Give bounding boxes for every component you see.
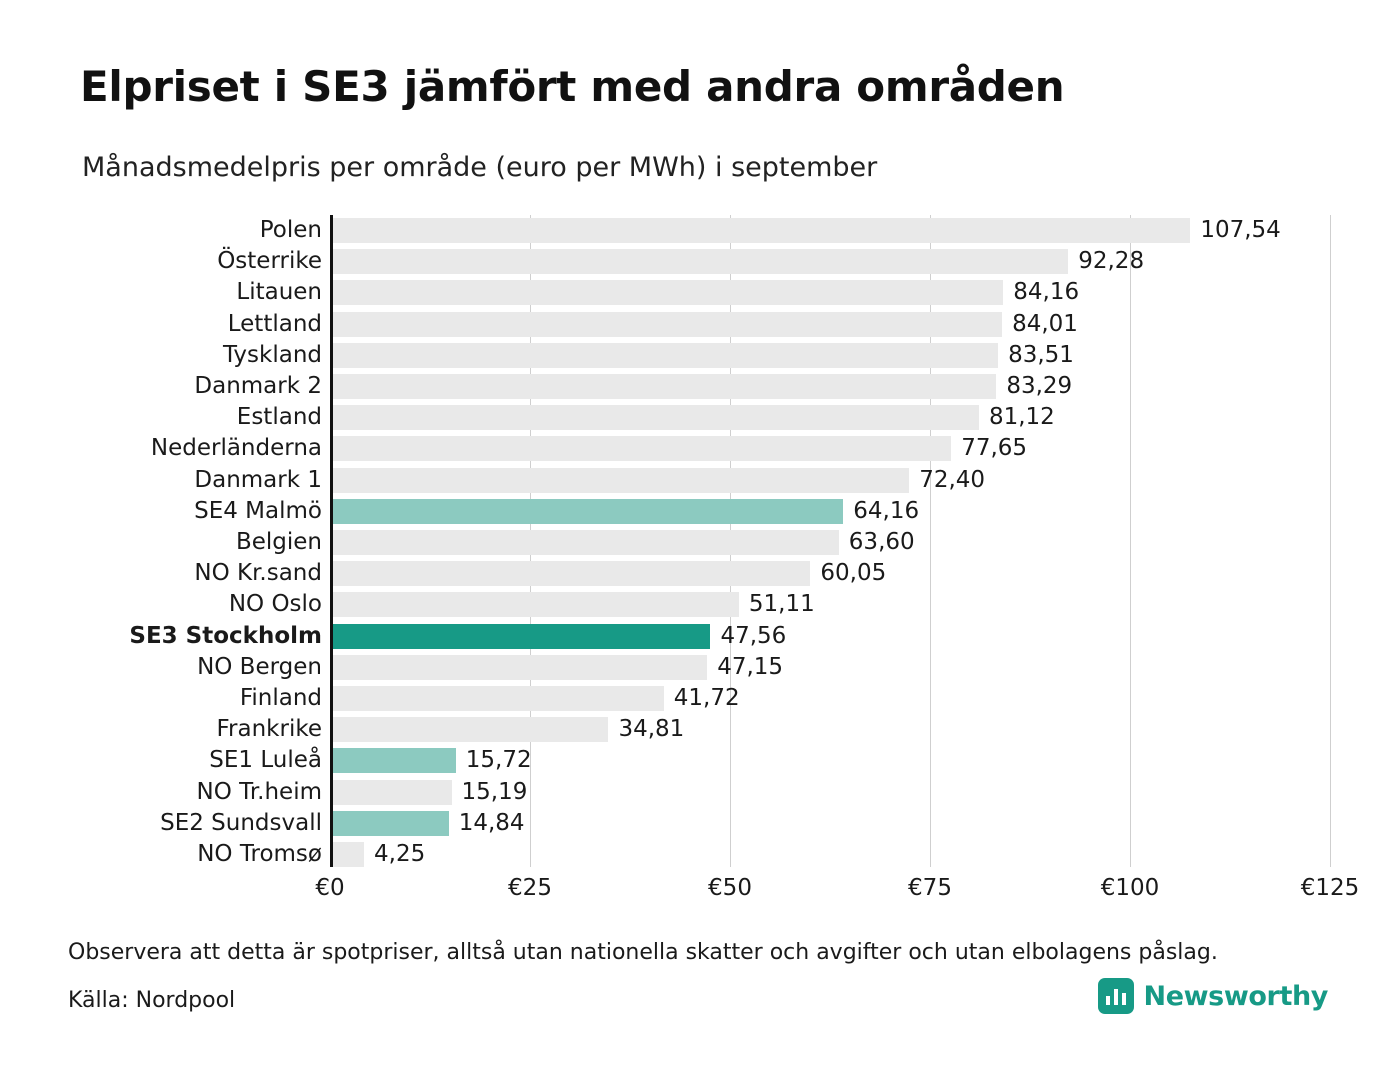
bar (330, 343, 998, 368)
category-label: NO Tromsø (197, 841, 322, 867)
gridline (1330, 215, 1331, 867)
category-label: NO Kr.sand (194, 560, 322, 587)
value-label: 83,29 (1006, 373, 1073, 399)
chart-row (150, 433, 1330, 464)
chart-row (197, 839, 1330, 870)
chart-row (194, 496, 1330, 527)
bar (330, 717, 608, 742)
value-label: 92,28 (1078, 248, 1145, 275)
category-label: Nederländerna (150, 435, 322, 462)
bar (330, 561, 810, 586)
bar (330, 468, 909, 493)
chart-row (194, 558, 1330, 589)
chart-note: Observera att detta är spotpriser, alltså utan nationella skatter och avgifter och utan elbolagens påslag. (68, 940, 1218, 965)
bar (330, 405, 979, 430)
chart-row (194, 465, 1330, 496)
chart-row (222, 340, 1330, 371)
x-axis-tick-label: €50 (708, 875, 752, 901)
value-label: 107,54 (1200, 217, 1281, 243)
category-label: Polen (259, 217, 322, 243)
bar (330, 655, 707, 680)
chart-row (217, 246, 1330, 277)
bar (330, 374, 996, 399)
value-label: 47,15 (717, 653, 784, 680)
bar (330, 780, 452, 805)
chart-row (228, 589, 1330, 620)
bar (330, 748, 456, 773)
x-axis-tick-label: €0 (315, 875, 345, 901)
chart-row (194, 371, 1330, 402)
category-label: Tyskland (222, 341, 322, 368)
category-label: Danmark 2 (194, 373, 322, 399)
bar (330, 436, 951, 461)
category-label: Frankrike (216, 716, 322, 743)
chart-row (236, 402, 1330, 433)
bar (330, 842, 364, 867)
bar (330, 249, 1068, 274)
chart-row (197, 652, 1330, 683)
bar-chart (80, 215, 1360, 901)
chart-row (259, 215, 1330, 246)
newsworthy-logo (1098, 978, 1328, 1014)
plot-area (129, 215, 1360, 901)
bar (330, 218, 1190, 243)
bar (330, 592, 739, 617)
value-label: 47,56 (720, 622, 787, 649)
value-label: 63,60 (848, 529, 915, 555)
chart-row (129, 621, 1330, 652)
value-label: 84,16 (1013, 279, 1080, 306)
bar (330, 811, 449, 836)
value-label: 51,11 (748, 591, 815, 618)
value-label: 77,65 (961, 435, 1028, 462)
x-axis-tick-label: €125 (1300, 875, 1360, 901)
value-label: 41,72 (673, 685, 740, 711)
chart-row (160, 808, 1330, 839)
category-label: SE2 Sundsvall (160, 809, 322, 836)
chart-row (239, 683, 1330, 714)
chart-row (227, 309, 1330, 340)
value-label: 14,84 (458, 809, 525, 836)
category-label: Lettland (227, 310, 322, 337)
chart-row (209, 745, 1330, 776)
value-label: 64,16 (853, 497, 920, 524)
value-label: 60,05 (820, 560, 887, 587)
category-label: SE3 Stockholm (129, 622, 322, 649)
bar-chart-icon (1098, 978, 1134, 1014)
value-label: 15,72 (465, 747, 532, 774)
bar (330, 530, 839, 555)
value-label: 72,40 (919, 466, 986, 493)
x-axis-tick-label: €100 (1100, 875, 1160, 901)
category-label: Danmark 1 (194, 466, 322, 493)
bar (330, 280, 1003, 305)
value-label: 34,81 (618, 716, 685, 743)
x-axis-tick-label: €25 (508, 875, 552, 901)
category-label: Österrike (217, 248, 322, 275)
bar (330, 624, 710, 649)
logo-text: Newsworthy (1143, 980, 1328, 1012)
category-label: Finland (239, 685, 322, 711)
value-label: 81,12 (988, 404, 1055, 431)
bar (330, 499, 843, 524)
page-subtitle: Månadsmedelpris per område (euro per MWh) i september (82, 152, 878, 183)
category-label: NO Bergen (197, 653, 322, 680)
y-axis-line (330, 215, 333, 867)
chart-row (236, 277, 1330, 308)
value-label: 4,25 (374, 841, 426, 867)
category-label: NO Oslo (228, 591, 322, 618)
category-label: Belgien (235, 529, 322, 555)
chart-row (235, 527, 1330, 558)
chart-row (196, 777, 1330, 808)
bar (330, 312, 1002, 337)
chart-row (216, 714, 1330, 745)
x-axis-tick-label: €75 (908, 875, 952, 901)
value-label: 83,51 (1008, 341, 1074, 368)
page-title: Elpriset i SE3 jämfört med andra områden (80, 62, 1065, 111)
chart-source: Källa: Nordpool (68, 988, 236, 1013)
category-label: Litauen (236, 279, 322, 306)
category-label: SE1 Luleå (209, 747, 322, 774)
value-label: 15,19 (461, 778, 528, 805)
category-label: Estland (236, 404, 322, 431)
bar (330, 686, 664, 711)
category-label: NO Tr.heim (196, 778, 322, 805)
value-label: 84,01 (1012, 310, 1078, 337)
category-label: SE4 Malmö (194, 497, 322, 524)
